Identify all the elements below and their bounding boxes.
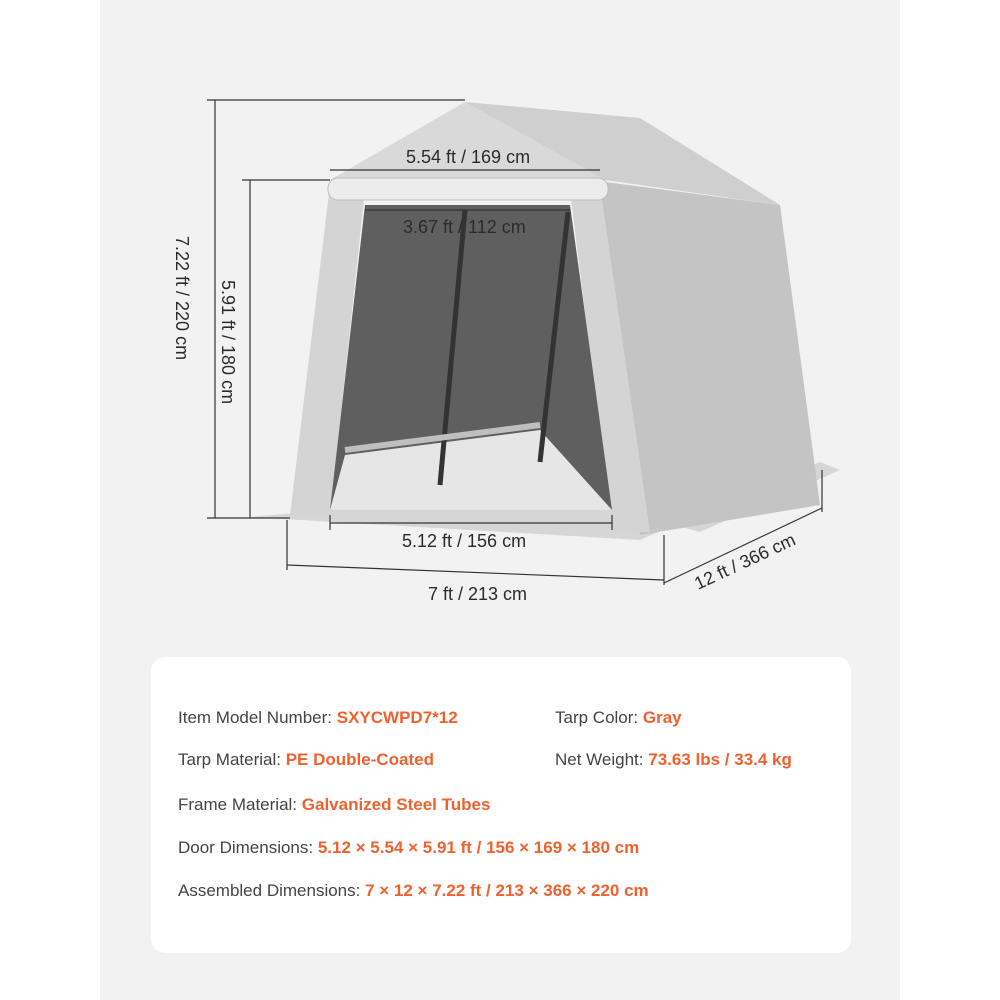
spec-door-dimensions-label: Door Dimensions: (178, 838, 314, 857)
spec-frame-material-value: Galvanized Steel Tubes (301, 795, 491, 814)
door-bottom-width-label: 5.12 ft / 156 cm (402, 531, 527, 551)
spec-tarp-color-label: Tarp Color: (555, 708, 639, 727)
spec-tarp-material-label: Tarp Material: (178, 750, 281, 769)
spec-assembled-dimensions (178, 881, 649, 901)
spec-tarp-color-value: Gray (642, 708, 682, 727)
spec-tarp-color (555, 708, 682, 728)
width-label: 7 ft / 213 cm (428, 584, 528, 604)
spec-frame-material-label: Frame Material: (178, 795, 298, 814)
roof-width-label: 5.54 ft / 169 cm (406, 147, 531, 167)
door-top-width-label: 3.67 ft / 112 cm (403, 217, 526, 237)
spec-tarp-material-value: PE Double-Coated (285, 750, 435, 769)
door-roll-bar (328, 178, 608, 200)
door-height-label: 5.91 ft / 180 cm (218, 280, 238, 405)
spec-model (178, 708, 458, 728)
spec-net-weight-label: Net Weight: (555, 750, 644, 769)
spec-door-dimensions (178, 838, 639, 858)
spec-assembled-dimensions-value: 7 × 12 × 7.22 ft / 213 × 366 × 220 cm (365, 881, 649, 900)
total-height-label: 7.22 ft / 220 cm (172, 236, 192, 361)
spec-door-dimensions-value: 5.12 × 5.54 × 5.91 ft / 156 × 169 × 180 cm (317, 838, 640, 857)
spec-frame-material (178, 795, 490, 815)
spec-assembled-dimensions-label: Assembled Dimensions: (178, 881, 361, 900)
spec-tarp-material (178, 750, 434, 770)
spec-model-label: Item Model Number: (178, 708, 332, 727)
spec-net-weight (555, 750, 792, 770)
spec-net-weight-value: 73.63 lbs / 33.4 kg (648, 750, 792, 769)
spec-model-value: SXYCWPD7*12 (336, 708, 458, 727)
depth-label: 12 ft / 366 cm (691, 529, 799, 594)
